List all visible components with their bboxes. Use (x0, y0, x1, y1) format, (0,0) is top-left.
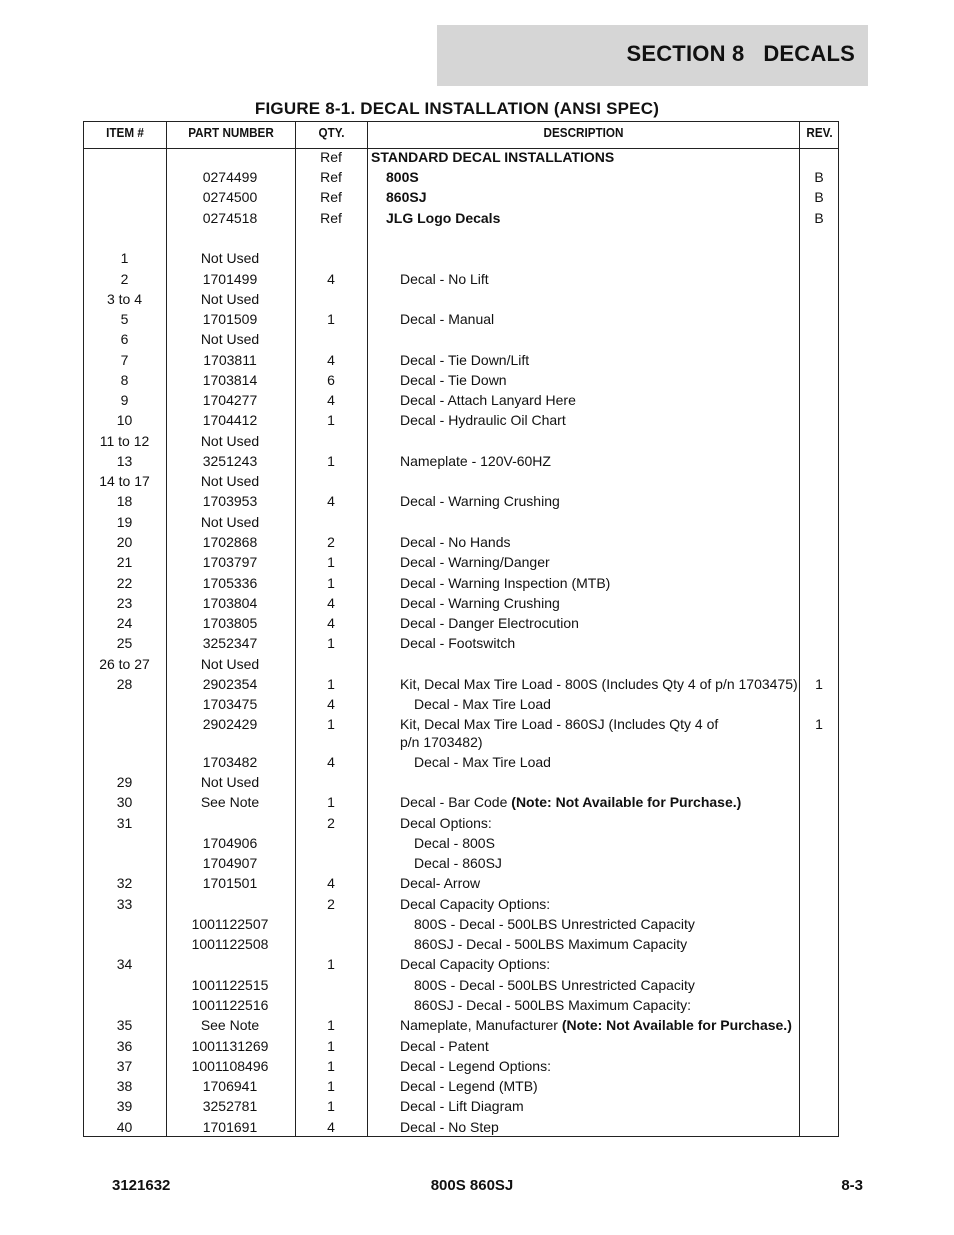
cell-item-number: 23 (116, 595, 133, 611)
cell-part-number: 1701691 (202, 1119, 258, 1135)
cell-part-number: 2902429 (202, 716, 258, 732)
cell-description (371, 753, 842, 771)
cell-description (371, 695, 842, 713)
cell-part-number: 1001122508 (191, 936, 269, 952)
description-text: Decal - No Lift (400, 271, 489, 287)
description-text: Decal Capacity Options: (400, 956, 551, 972)
cell-qty: 4 (327, 1119, 335, 1135)
cell-part-number: 1702868 (202, 534, 258, 550)
cell-part-number: 1001122515 (191, 977, 269, 993)
cell-item-number: 8 (120, 372, 129, 388)
description-text: Decal - Tie Down/Lift (400, 352, 530, 368)
description-text: Decal - Legend (MTB) (400, 1078, 538, 1094)
cell-part-number: Not Used (200, 473, 260, 489)
description-text: 860SJ (386, 189, 427, 205)
cell-qty: 1 (327, 412, 335, 428)
cell-description (371, 594, 828, 612)
cell-description (371, 834, 842, 852)
description-text: Decal - Lift Diagram (400, 1098, 524, 1114)
cell-rev: B (814, 210, 824, 226)
cell-part-number: 1703804 (202, 595, 258, 611)
cell-part-number: 1703475 (202, 696, 258, 712)
cell-qty: 1 (327, 554, 335, 570)
description-text: Decal - Warning/Danger (400, 554, 550, 570)
description-text: Decal - Tie Down (400, 372, 507, 388)
cell-item-number: 35 (116, 1017, 133, 1033)
cell-description (371, 915, 842, 933)
description-text: Decal - No Step (400, 1119, 499, 1135)
cell-qty: 1 (327, 1017, 335, 1033)
cell-item-number: 19 (116, 514, 133, 530)
cell-rev: 1 (815, 716, 823, 732)
footer-model-text: 800S 860SJ (430, 1177, 514, 1194)
cell-description (371, 614, 828, 632)
cell-item-number: 5 (120, 311, 129, 327)
footer-model (0, 1177, 954, 1194)
description-text: Kit, Decal Max Tire Load - 800S (Includes Qty 4 of p/n 1703475) (400, 676, 798, 692)
cell-part-number: 1704907 (202, 855, 258, 871)
cell-qty: 6 (327, 372, 335, 388)
cell-qty: 4 (327, 392, 335, 408)
cell-qty: Ref (320, 210, 342, 226)
description-text: Decal Capacity Options: (400, 896, 551, 912)
cell-item-number: 18 (116, 493, 133, 509)
description-text: 800S (386, 169, 419, 185)
cell-item-number: 14 to 17 (99, 473, 150, 489)
cell-qty: 4 (327, 615, 335, 631)
description-text: Decal - Danger Electrocution (400, 615, 579, 631)
cell-description (371, 452, 828, 470)
cell-description (371, 715, 828, 751)
cell-part-number: 0274500 (202, 189, 258, 205)
cell-part-number: 1704412 (202, 412, 258, 428)
cell-item-number: 32 (116, 875, 133, 891)
column-header-item: ITEM # (106, 125, 144, 140)
cell-item-number: 9 (120, 392, 129, 408)
cell-description (371, 168, 814, 186)
cell-rev: B (814, 169, 824, 185)
cell-description (371, 270, 828, 288)
description-text: Decal - Warning Crushing (400, 595, 560, 611)
cell-description (371, 854, 842, 872)
cell-part-number: 1705336 (202, 575, 258, 591)
cell-description (371, 1037, 828, 1055)
description-text: JLG Logo Decals (386, 210, 501, 226)
cell-item-number: 31 (116, 815, 133, 831)
cell-item-number: 36 (116, 1038, 133, 1054)
cell-rev: B (814, 189, 824, 205)
cell-part-number: 1701499 (202, 271, 258, 287)
cell-description (371, 411, 828, 429)
description-text: Decal - Legend Options: (400, 1058, 551, 1074)
cell-description (371, 793, 828, 811)
description-note: (Note: Not Available for Purchase.) (561, 1017, 792, 1033)
description-note: (Note: Not Available for Purchase.) (511, 794, 742, 810)
cell-item-number: 24 (116, 615, 133, 631)
cell-qty: 2 (327, 896, 335, 912)
description-text: Nameplate - 120V-60HZ (400, 453, 551, 469)
cell-qty: 4 (327, 352, 335, 368)
cell-part-number: 1001131269 (191, 1038, 269, 1054)
cell-qty: 2 (327, 534, 335, 550)
cell-qty: 1 (327, 635, 335, 651)
cell-qty: 2 (327, 815, 335, 831)
section-header (437, 25, 868, 86)
cell-item-number: 26 to 27 (99, 656, 150, 672)
description-text: Decal Options: (400, 815, 492, 831)
cell-item-number: 20 (116, 534, 133, 550)
cell-part-number: Not Used (200, 656, 260, 672)
column-header-qty: QTY. (318, 125, 345, 140)
cell-rev: 1 (815, 676, 823, 692)
cell-description (371, 895, 828, 913)
cell-description (371, 996, 842, 1014)
cell-part-number: 1001122507 (191, 916, 269, 932)
cell-part-number: 1703811 (203, 352, 257, 368)
cell-qty: 1 (327, 956, 335, 972)
cell-qty: 4 (327, 493, 335, 509)
cell-qty: 1 (327, 1098, 335, 1114)
cell-qty: 1 (327, 1078, 335, 1094)
description-text: Decal - Bar Code (400, 794, 512, 810)
figure-title (0, 99, 954, 119)
cell-qty: 1 (327, 794, 335, 810)
cell-item-number: 37 (116, 1058, 133, 1074)
cell-description (371, 148, 799, 166)
section-title: SECTION 8 DECALS (626, 41, 855, 66)
description-text: 800S - Decal - 500LBS Unrestricted Capacity (414, 977, 695, 993)
cell-part-number: See Note (200, 1017, 260, 1033)
cell-item-number: 2 (120, 271, 129, 287)
description-text: Decal- Arrow (400, 875, 481, 891)
column-header-part-number: PART NUMBER (188, 125, 274, 140)
cell-part-number: 1701509 (202, 311, 258, 327)
cell-item-number: 25 (116, 635, 133, 651)
cell-part-number: 2902354 (202, 676, 258, 692)
cell-item-number: 13 (116, 453, 133, 469)
cell-qty: 1 (327, 311, 335, 327)
cell-qty: 1 (327, 716, 335, 732)
cell-item-number: 1 (120, 250, 129, 266)
cell-description (371, 351, 828, 369)
cell-item-number: 21 (116, 554, 133, 570)
cell-description (371, 1118, 828, 1136)
cell-part-number: Not Used (200, 514, 260, 530)
description-text: Decal - Warning Crushing (400, 493, 560, 509)
cell-description (371, 874, 828, 892)
cell-description (371, 553, 828, 571)
cell-description (371, 209, 814, 227)
description-text: STANDARD DECAL INSTALLATIONS (371, 149, 615, 165)
cell-part-number: 1001122516 (191, 997, 269, 1013)
description-text: Decal - Patent (400, 1038, 489, 1054)
description-text: Decal - 860SJ (414, 855, 502, 871)
cell-part-number: 1001108496 (191, 1058, 269, 1074)
cell-part-number: 3252781 (202, 1098, 258, 1114)
cell-item-number: 11 to 12 (99, 433, 150, 449)
cell-part-number: Not Used (200, 291, 260, 307)
cell-qty: 4 (327, 696, 335, 712)
cell-description (371, 492, 828, 510)
cell-qty: 4 (327, 595, 335, 611)
description-continuation: p/n 1703482) (400, 734, 483, 750)
cell-description (371, 1016, 828, 1034)
cell-item-number: 7 (120, 352, 129, 368)
cell-description (371, 188, 814, 206)
cell-qty: 4 (327, 875, 335, 891)
cell-item-number: 39 (116, 1098, 133, 1114)
cell-part-number: 1703814 (202, 372, 258, 388)
footer-page-number: 8-3 (841, 1177, 863, 1194)
cell-description (371, 1077, 828, 1095)
cell-part-number: See Note (200, 794, 260, 810)
description-text: 860SJ - Decal - 500LBS Maximum Capacity (414, 936, 688, 952)
cell-description (371, 533, 828, 551)
cell-qty: 1 (327, 453, 335, 469)
cell-description (371, 310, 828, 328)
cell-qty: Ref (320, 189, 342, 205)
description-text: Decal - Hydraulic Oil Chart (400, 412, 566, 428)
cell-qty: 1 (327, 1058, 335, 1074)
cell-part-number: 3251243 (202, 453, 258, 469)
cell-item-number: 38 (116, 1078, 133, 1094)
description-text: Decal - Footswitch (400, 635, 516, 651)
cell-item-number: 29 (116, 774, 133, 790)
description-text: Decal - Attach Lanyard Here (400, 392, 576, 408)
description-text: Decal - Max Tire Load (414, 696, 551, 712)
description-text: Kit, Decal Max Tire Load - 860SJ (Includes Qty 4 of (400, 716, 719, 732)
cell-part-number: Not Used (200, 774, 260, 790)
column-divider (367, 121, 368, 1137)
cell-item-number: 22 (116, 575, 133, 591)
footer-doc-number: 3121632 (112, 1177, 171, 1194)
cell-item-number: 10 (116, 412, 133, 428)
cell-description (371, 634, 828, 652)
cell-item-number: 3 to 4 (106, 291, 143, 307)
cell-description (371, 1097, 828, 1115)
description-text: Decal - 800S (414, 835, 495, 851)
cell-part-number: Not Used (200, 433, 260, 449)
description-text: Decal - Warning Inspection (MTB) (400, 575, 611, 591)
description-text: 860SJ - Decal - 500LBS Maximum Capacity: (414, 997, 691, 1013)
cell-item-number: 40 (116, 1119, 133, 1135)
cell-part-number: 1706941 (202, 1078, 258, 1094)
description-text: Decal - No Hands (400, 534, 511, 550)
cell-description (371, 976, 842, 994)
cell-qty: 4 (327, 754, 335, 770)
cell-part-number: 1703482 (202, 754, 258, 770)
column-header-rev: REV. (806, 125, 833, 140)
cell-item-number: 28 (116, 676, 133, 692)
cell-qty: Ref (320, 149, 342, 165)
cell-qty: 4 (327, 271, 335, 287)
cell-description (371, 675, 828, 693)
description-text: Nameplate, Manufacturer (400, 1017, 562, 1033)
cell-qty: Ref (320, 169, 342, 185)
cell-part-number: 1701501 (202, 875, 258, 891)
cell-part-number: 1704277 (202, 392, 258, 408)
cell-description (371, 371, 828, 389)
cell-item-number: 6 (120, 331, 129, 347)
figure-title-text: FIGURE 8-1. DECAL INSTALLATION (ANSI SPEC) (254, 99, 660, 118)
cell-part-number: 0274518 (202, 210, 258, 226)
cell-part-number: Not Used (200, 250, 260, 266)
description-text: 800S - Decal - 500LBS Unrestricted Capacity (414, 916, 695, 932)
description-text: Decal - Max Tire Load (414, 754, 551, 770)
cell-description (371, 935, 842, 953)
cell-part-number: 0274499 (202, 169, 258, 185)
cell-part-number: Not Used (200, 331, 260, 347)
cell-description (371, 574, 828, 592)
cell-qty: 1 (327, 1038, 335, 1054)
cell-description (371, 814, 828, 832)
cell-qty: 1 (327, 575, 335, 591)
cell-item-number: 34 (116, 956, 133, 972)
cell-part-number: 1704906 (202, 835, 258, 851)
cell-item-number: 33 (116, 896, 133, 912)
cell-part-number: 1703953 (202, 493, 258, 509)
cell-part-number: 1703805 (202, 615, 258, 631)
cell-description (371, 1057, 828, 1075)
cell-description (371, 391, 828, 409)
cell-part-number: 1703797 (202, 554, 258, 570)
cell-description (371, 955, 828, 973)
cell-item-number: 30 (116, 794, 133, 810)
column-header-description: DESCRIPTION (543, 125, 624, 140)
description-text: Decal - Manual (400, 311, 495, 327)
cell-qty: 1 (327, 676, 335, 692)
cell-part-number: 3252347 (202, 635, 258, 651)
